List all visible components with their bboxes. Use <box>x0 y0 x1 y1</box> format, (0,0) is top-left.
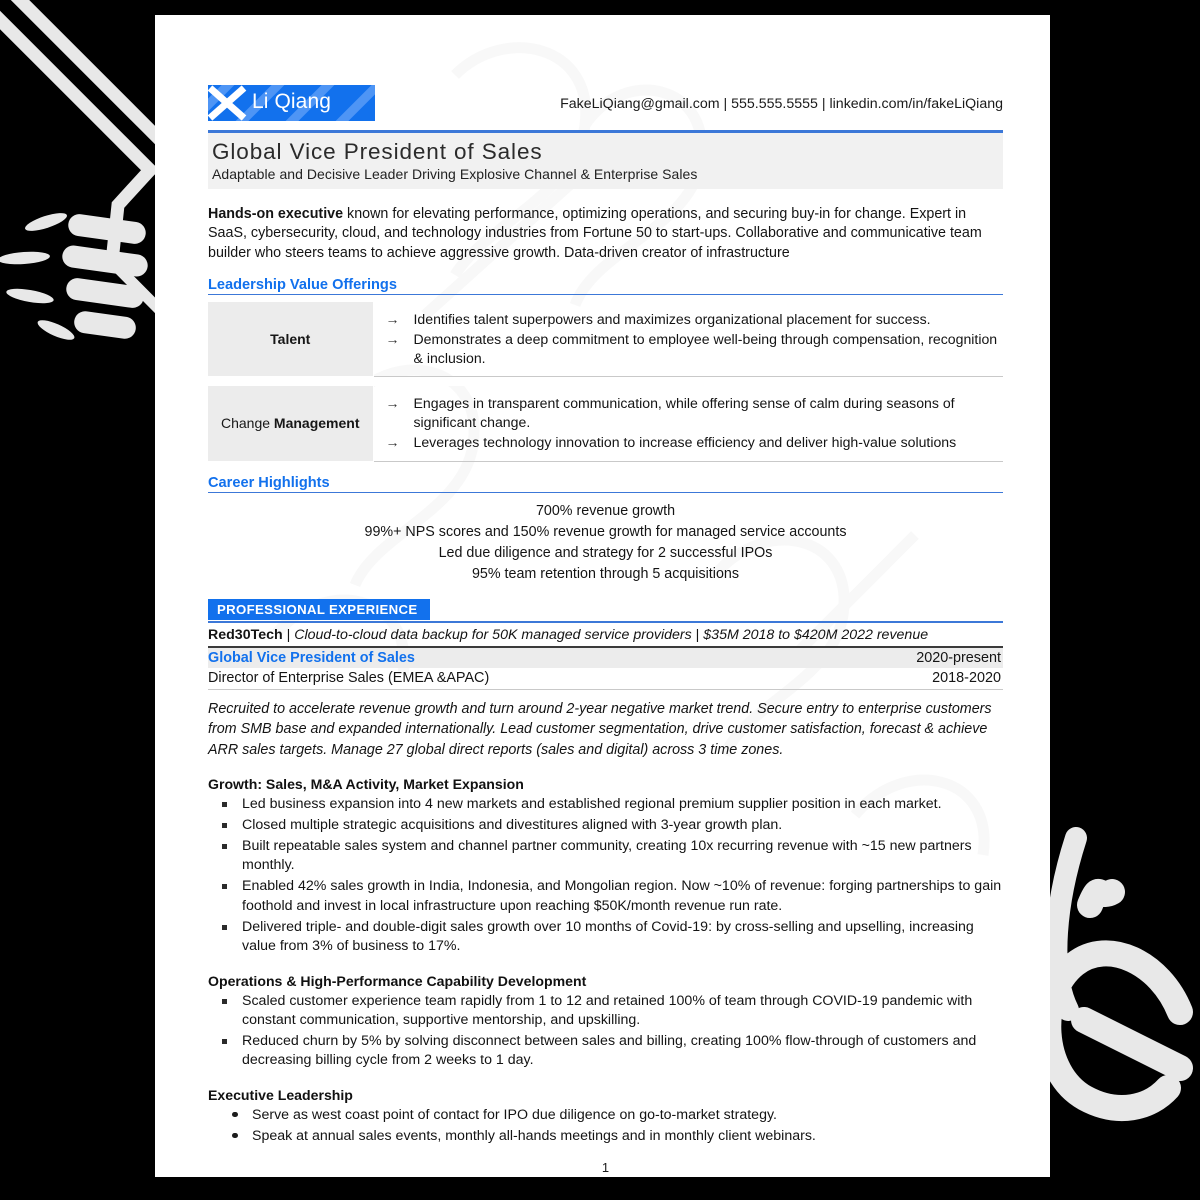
list-item <box>386 394 1000 432</box>
contact-info: FakeLiQiang@gmail.com | 555.555.5555 | linkedin.com/in/fakeLiQiang <box>560 96 1003 112</box>
section-heading-career-highlights: Career Highlights <box>208 475 1003 493</box>
role-divider <box>208 689 1003 690</box>
lvo-label-plain: Change <box>220 415 274 432</box>
lvo-row-bullets <box>373 386 1003 461</box>
page-title: Global Vice President of Sales <box>212 138 543 164</box>
list-item: Built repeatable sales system and channel partner community, creating 10x recurring revenue with ~15 new partners monthly. <box>208 837 1003 876</box>
group-heading-growth: Growth: Sales, M&A Activity, Market Expansion <box>208 775 524 792</box>
arrow-icon: → <box>385 330 400 347</box>
role-row-secondary <box>208 668 1003 688</box>
company-name: Red30Tech <box>208 626 283 643</box>
table-row <box>208 302 1003 377</box>
group-bullets-growth <box>208 795 1003 957</box>
lvo-bullet-text: Engages in transparent communication, while offering sense of calm during seasons of significant change. <box>413 394 955 430</box>
list-item: 99%+ NPS scores and 150% revenue growth for managed service accounts <box>364 523 847 540</box>
title-band <box>208 133 1003 189</box>
lvo-bullet-text: Demonstrates a deep commitment to employee well-being through compensation, recognition & inclusion. <box>413 330 998 366</box>
company-separator: | <box>691 626 704 643</box>
list-item: Reduced churn by 5% by solving disconnect between sales and billing, creating 100% flow-through of customers and decreasing billing cycle from 2 weeks to 1 day. <box>208 1032 1003 1071</box>
company-separator: | <box>282 626 295 643</box>
group-bullets-executive-leadership <box>208 1106 1003 1146</box>
career-highlights-list <box>208 501 1003 586</box>
candidate-name: Li Qiang <box>252 90 332 113</box>
list-item: Led business expansion into 4 new markets and established regional premium supplier position in each market. <box>208 795 1003 814</box>
page-number: 1 <box>601 1160 610 1176</box>
list-item: 700% revenue growth <box>535 502 676 519</box>
lvo-label-bold: Management <box>273 415 360 432</box>
list-item: Led due diligence and strategy for 2 successful IPOs <box>438 544 773 561</box>
lvo-label-bold: Talent <box>270 331 311 348</box>
lvo-bullet-text: Leverages technology innovation to increase efficiency and deliver high-value solutions <box>413 433 957 450</box>
resume-page <box>155 15 1050 1177</box>
role-dates: 2018-2020 <box>932 670 1001 686</box>
list-item: Speak at annual sales events, monthly all-hands meetings and in monthly client webinars. <box>208 1127 1003 1146</box>
x-mark-logo <box>208 85 250 121</box>
table-row <box>208 386 1003 461</box>
arrow-icon: → <box>385 310 400 327</box>
page-subtitle: Adaptable and Decisive Leader Driving Explosive Channel & Enterprise Sales <box>212 165 698 182</box>
script-letter-e-icon <box>1048 892 1180 1108</box>
list-item: Delivered triple- and double-digit sales growth over 10 months of Covid-19: by cross-selling and upselling, increasing value from 3% of business to 17%. <box>208 918 1003 957</box>
role-description: Recruited to accelerate revenue growth and turn around 2-year negative market trend. Secure entry to enterprise customers from SMB base and expanded internationally. Lead customer segmentation, drive customer satisfaction, forecast & achieve ARR sales targets. Manage 27 global direct reports (sales and digital) across 3 time zones. <box>208 701 992 758</box>
arrow-icon: → <box>385 394 400 411</box>
professional-summary <box>208 205 1003 264</box>
company-revenue: $35M 2018 to $420M 2022 revenue <box>703 626 929 643</box>
lightbulb-coil-icon <box>61 213 149 341</box>
table-row-spacer <box>208 377 1003 386</box>
summary-lead: Hands-on executive <box>208 205 344 222</box>
list-item <box>386 330 1000 368</box>
list-item: Scaled customer experience team rapidly from 1 to 12 and retained 100% of team through COVID-19 pandemic with constant communication, supportive mentorship, and upskilling. <box>208 992 1003 1031</box>
role-row-primary <box>208 648 1003 668</box>
light-rays-icon <box>0 209 77 343</box>
list-item <box>386 310 1000 329</box>
list-item <box>386 433 1000 452</box>
group-heading-operations: Operations & High-Performance Capability Development <box>208 972 587 989</box>
lvo-row-label <box>208 302 373 377</box>
name-banner <box>208 85 375 121</box>
lvo-row-bullets <box>373 302 1003 377</box>
section-divider <box>208 621 1003 623</box>
summary-body: known for elevating performance, optimizing operations, and securing buy-in for change. Expert in SaaS, cybersecurity, cloud, and technology industries from Fortune 50 to start-ups. Collaborative and communicative team builder who steers teams to achieve aggressive growth. Data-driven creator of infrastructure <box>208 205 982 262</box>
group-bullets-operations <box>208 992 1003 1071</box>
resume-header <box>208 85 1003 130</box>
role-dates: 2020-present <box>916 650 1001 666</box>
group-heading-executive-leadership: Executive Leadership <box>208 1086 353 1103</box>
script-letter-l-icon <box>1056 838 1076 1010</box>
role-title: Director of Enterprise Sales (EMEA &APAC) <box>208 670 490 686</box>
resume-content <box>208 15 1003 1177</box>
arrow-icon: → <box>385 433 400 450</box>
company-line <box>208 627 1003 643</box>
professional-experience-section <box>208 599 1003 1146</box>
company-descriptor: Cloud-to-cloud data backup for 50K managed service providers <box>294 626 692 643</box>
section-heading-leadership-value: Leadership Value Offerings <box>208 277 1003 295</box>
list-item: Closed multiple strategic acquisitions and divestitures aligned with 3-year growth plan. <box>208 816 1003 835</box>
list-item: Serve as west coast point of contact for IPO due diligence on go-to-market strategy. <box>208 1106 1003 1125</box>
list-item: Enabled 42% sales growth in India, Indonesia, and Mongolian region. Now ~10% of revenue: forging partnerships to gain foothold and invest in local infrastructure upon reaching $50K/month revenue run rate. <box>208 877 1003 916</box>
lvo-row-label <box>208 386 373 461</box>
lvo-bullet-text: Identifies talent superpowers and maximizes organizational placement for success. <box>413 310 931 327</box>
list-item: 95% team retention through 5 acquisitions <box>471 566 740 583</box>
role-title: Global Vice President of Sales <box>208 650 415 666</box>
leadership-value-table <box>208 302 1003 462</box>
professional-experience-badge: PROFESSIONAL EXPERIENCE <box>208 599 430 620</box>
